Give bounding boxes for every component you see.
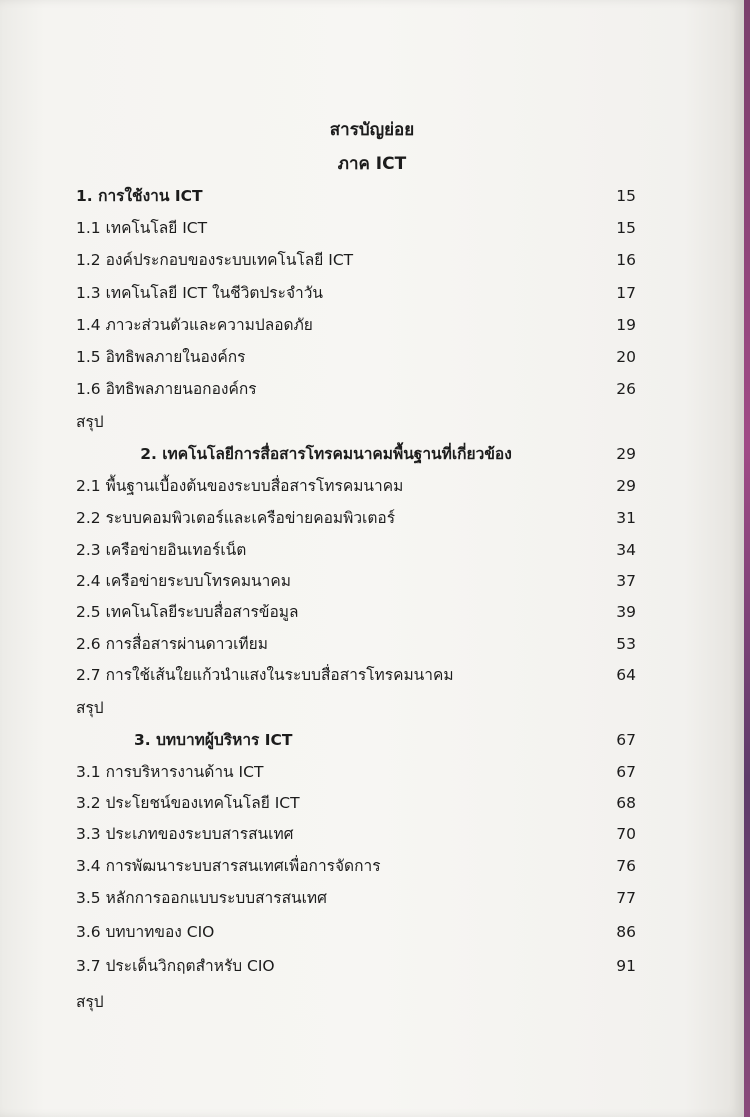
toc-page-number: 29 xyxy=(616,445,636,463)
toc-page-number: 53 xyxy=(616,635,636,653)
toc-page-number: 15 xyxy=(616,187,636,205)
toc-page-number: 26 xyxy=(616,380,636,398)
page-title: สารบัญย่อย xyxy=(329,120,415,140)
toc-page-number: 20 xyxy=(616,348,636,366)
toc-page-number: 16 xyxy=(616,251,636,269)
toc-entry-1-1 xyxy=(76,216,636,240)
toc-entry-3-7 xyxy=(76,954,636,978)
toc-label: 3.6 บทบาทของ CIO xyxy=(76,923,215,941)
toc-label: 2.4 เครือข่ายระบบโทรคมนาคม xyxy=(76,572,291,590)
toc-entry-3-5 xyxy=(76,886,636,910)
toc-page-number: 77 xyxy=(616,889,636,907)
toc-entry-1-5 xyxy=(76,345,636,369)
toc-page-number: 19 xyxy=(616,316,636,334)
toc-label: 1.5 อิทธิพลภายในองค์กร xyxy=(76,348,246,366)
toc-label: 3.5 หลักการออกแบบระบบสารสนเทศ xyxy=(76,889,327,907)
toc-label: 2. เทคโนโลยีการสื่อสารโทรคมนาคมพื้นฐานที่เกี่ยวข้อง xyxy=(140,445,512,463)
toc-label: 3.2 ประโยชน์ของเทคโนโลยี ICT xyxy=(76,794,300,812)
toc-page-number: 67 xyxy=(616,731,636,749)
section-subtitle: ภาค ICT xyxy=(337,154,407,174)
toc-entry-2-1 xyxy=(76,474,636,498)
toc-entry-1-4 xyxy=(76,313,636,337)
toc-label: 1. การใช้งาน ICT xyxy=(76,187,203,205)
toc-label: 3.7 ประเด็นวิกฤตสำหรับ CIO xyxy=(76,957,275,975)
toc-page-number: 17 xyxy=(616,284,636,302)
toc-page-number: 70 xyxy=(616,825,636,843)
toc-page-number: 37 xyxy=(616,572,636,590)
toc-page-number: 64 xyxy=(616,666,636,684)
toc-entry-3-4 xyxy=(76,854,636,878)
toc-chapter-1 xyxy=(76,184,636,208)
toc-label: 2.2 ระบบคอมพิวเตอร์และเครือข่ายคอมพิวเตอร์ xyxy=(76,509,396,527)
toc-page-number: 86 xyxy=(616,923,636,941)
toc-page-number: 29 xyxy=(616,477,636,495)
toc-label: สรุป xyxy=(76,699,104,717)
toc-label: 2.5 เทคโนโลยีระบบสื่อสารข้อมูล xyxy=(76,603,299,621)
toc-entry-1-6 xyxy=(76,377,636,401)
toc-entry-1-2 xyxy=(76,248,636,272)
toc-label: 2.6 การสื่อสารผ่านดาวเทียม xyxy=(76,635,268,653)
toc-page-number: 31 xyxy=(616,509,636,527)
toc-label: 1.1 เทคโนโลยี ICT xyxy=(76,219,208,237)
toc-label: 1.4 ภาวะส่วนตัวและความปลอดภัย xyxy=(76,316,313,334)
toc-entry-3-6 xyxy=(76,920,636,944)
toc-label: 3.3 ประเภทของระบบสารสนเทศ xyxy=(76,825,294,843)
toc-entry-2-2 xyxy=(76,506,636,530)
toc-summary-3 xyxy=(76,990,636,1014)
toc-label: 2.7 การใช้เส้นใยแก้วนำแสงในระบบสื่อสารโทรคมนาคม xyxy=(76,666,454,684)
toc-entry-2-4 xyxy=(76,569,636,593)
toc-page-number: 67 xyxy=(616,763,636,781)
toc-entry-2-3 xyxy=(76,538,636,562)
toc-label: 1.2 องค์ประกอบของระบบเทคโนโลยี ICT xyxy=(76,251,354,269)
toc-page-number: 34 xyxy=(616,541,636,559)
toc-summary-1 xyxy=(76,410,636,434)
toc-label: 3. บทบาทผู้บริหาร ICT xyxy=(134,731,293,749)
toc-entry-3-1 xyxy=(76,760,636,784)
toc-label: สรุป xyxy=(76,993,104,1011)
toc-entry-2-7 xyxy=(76,663,636,687)
toc-label: สรุป xyxy=(76,413,104,431)
toc-page-number: 91 xyxy=(616,957,636,975)
toc-page-number: 76 xyxy=(616,857,636,875)
toc-entry-3-3 xyxy=(76,822,636,846)
book-edge xyxy=(744,0,750,1117)
toc-page-number: 68 xyxy=(616,794,636,812)
toc-chapter-2 xyxy=(76,442,636,466)
toc-label: 1.3 เทคโนโลยี ICT ในชีวิตประจำวัน xyxy=(76,284,324,302)
toc-entry-3-2 xyxy=(76,791,636,815)
toc-page-number: 39 xyxy=(616,603,636,621)
toc-label: 3.1 การบริหารงานด้าน ICT xyxy=(76,763,264,781)
toc-chapter-3 xyxy=(76,728,636,752)
toc-label: 3.4 การพัฒนาระบบสารสนเทศเพื่อการจัดการ xyxy=(76,857,381,875)
toc-label: 1.6 อิทธิพลภายนอกองค์กร xyxy=(76,380,257,398)
toc-label: 2.3 เครือข่ายอินเทอร์เน็ต xyxy=(76,541,247,559)
toc-entry-2-6 xyxy=(76,632,636,656)
toc-entry-1-3 xyxy=(76,281,636,305)
toc-page-number: 15 xyxy=(616,219,636,237)
toc-entry-2-5 xyxy=(76,600,636,624)
toc-summary-2 xyxy=(76,696,636,720)
toc-label: 2.1 พื้นฐานเบื้องต้นของระบบสื่อสารโทรคมนาคม xyxy=(76,477,404,495)
